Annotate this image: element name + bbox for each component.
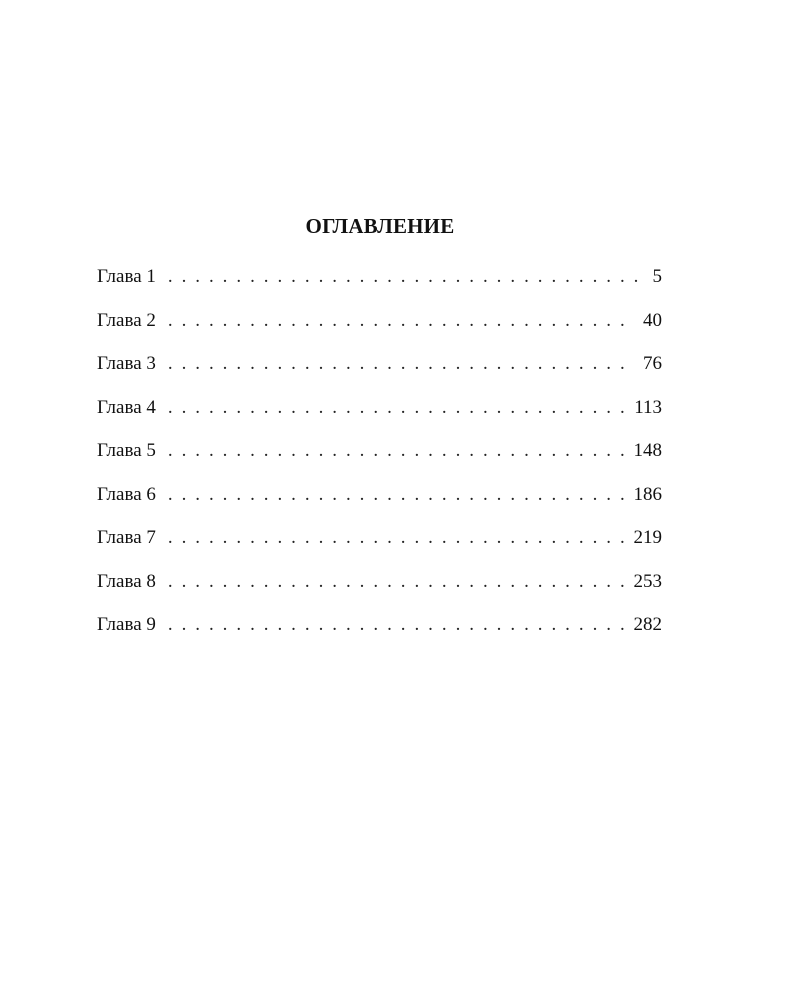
dot-leader [168,350,633,378]
dot-leader [168,437,624,465]
toc-entry-5[interactable] [97,437,662,481]
toc-entry-2[interactable] [97,307,662,351]
toc-entry-label: Глава 2 [97,309,156,331]
toc-title: ОГЛАВЛЕНИЕ [305,214,455,238]
toc-list [97,263,662,655]
toc-entry-3[interactable] [97,350,662,394]
toc-entry-label: Глава 3 [97,353,156,374]
dot-leader [168,263,638,291]
toc-entry-6[interactable] [97,481,662,525]
toc-entry-page: 186 [633,483,662,505]
toc-entry-label: Глава 9 [97,614,156,635]
toc-entry-9[interactable] [97,611,662,655]
dot-leader [168,568,624,596]
dot-leader [168,524,624,552]
toc-entry-label: Глава 6 [97,483,156,505]
toc-entry-4[interactable] [97,394,662,438]
toc-entry-label: Глава 5 [97,440,156,461]
toc-entry-page: 253 [633,570,662,592]
toc-entry-1[interactable] [97,263,662,307]
dot-leader [168,611,624,639]
dot-leader [168,394,624,422]
toc-entry-label: Глава 1 [97,266,156,287]
toc-entry-8[interactable] [97,568,662,612]
toc-entry-page: 5 [652,266,662,287]
dot-leader [168,481,624,509]
toc-entry-7[interactable] [97,524,662,568]
toc-entry-page: 76 [643,353,662,374]
dot-leader [168,307,633,335]
toc-entry-label: Глава 7 [97,527,156,548]
toc-entry-page: 113 [634,396,662,418]
toc-entry-page: 282 [633,614,662,635]
toc-entry-page: 40 [643,309,662,331]
toc-entry-label: Глава 4 [97,396,156,418]
toc-entry-page: 148 [633,440,662,461]
toc-entry-page: 219 [633,527,662,548]
toc-entry-label: Глава 8 [97,570,156,592]
